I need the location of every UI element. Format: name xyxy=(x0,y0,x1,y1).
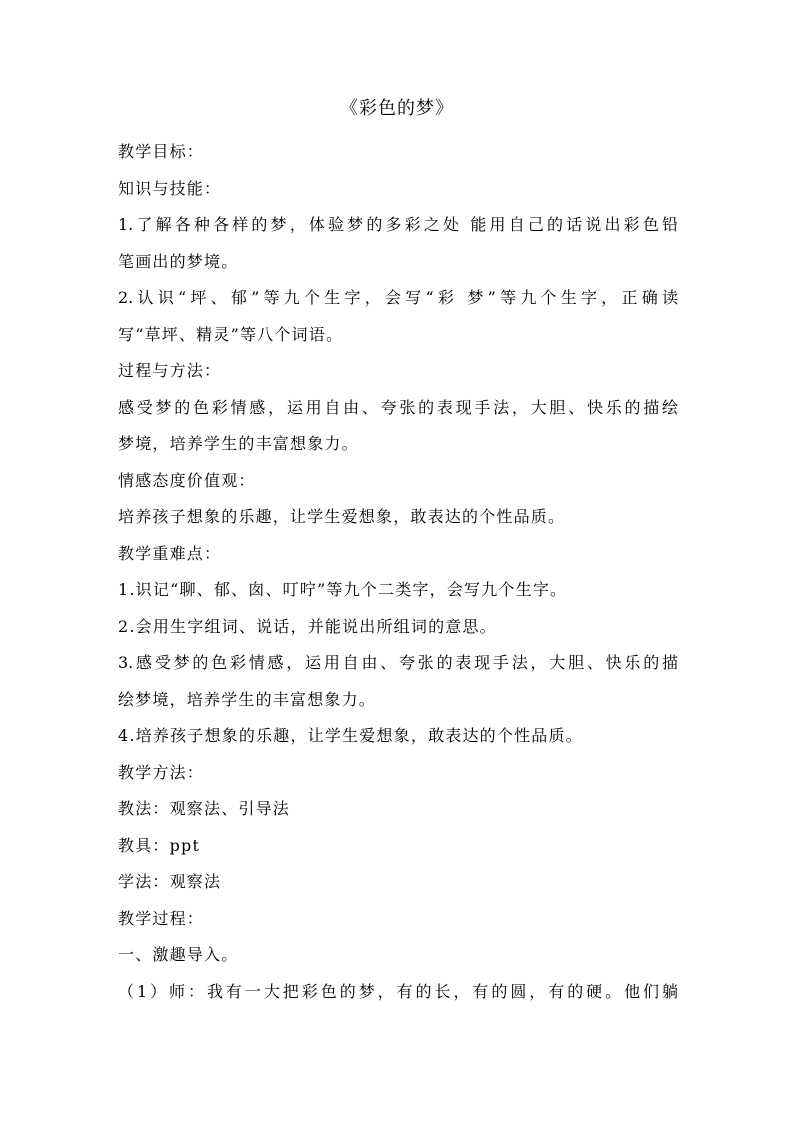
list-item: 2.会用生字组词、说话，并能说出所组词的意思。 xyxy=(118,616,497,636)
list-item: 1.识记“聊、郁、囱、叮咛”等九个二类字，会写九个生字。 xyxy=(118,580,568,599)
paragraph-line: 感受梦的色彩情感，运用自由、夸张的表现手法，大胆、快乐的描绘 xyxy=(118,397,678,417)
paragraph-line: 2.认识“坪、郁”等九个生字，会写“彩 梦”等九个生字，正确读 xyxy=(118,288,678,307)
method-learning: 学法：观察法 xyxy=(118,872,222,891)
method-tools: 教具：ppt xyxy=(118,835,201,855)
paragraph-line: 梦境，培养学生的丰富想象力。 xyxy=(118,434,359,453)
subheading-process-method: 过程与方法： xyxy=(118,361,222,380)
paragraph-line: 1.了解各种各样的梦，体验梦的多彩之处 能用自己的话说出彩色铅 xyxy=(118,215,678,234)
section-heading-process: 教学过程： xyxy=(118,908,205,928)
method-teaching: 教法：观察法、引导法 xyxy=(118,799,291,818)
section-heading-methods: 教学方法： xyxy=(118,762,205,782)
document-title: 《彩色的梦》 xyxy=(340,98,454,119)
paragraph-line: 笔画出的梦境。 xyxy=(118,251,239,271)
list-item: 3.感受梦的色彩情感，运用自由、夸张的表现手法，大胆、快乐的描 xyxy=(118,653,678,672)
paragraph-line: （1）师：我有一大把彩色的梦，有的长，有的圆，有的硬。他们躺 xyxy=(118,981,678,1001)
paragraph-line: 写“草坪、精灵”等八个词语。 xyxy=(118,324,344,344)
document-body xyxy=(118,139,678,1015)
paragraph-line: 培养孩子想象的乐趣，让学生爱想象，敢表达的个性品质。 xyxy=(118,507,566,526)
process-step-heading: 一、激趣导入。 xyxy=(118,945,239,964)
section-heading-key-points: 教学重难点： xyxy=(118,543,222,563)
subheading-values: 情感态度价值观： xyxy=(118,470,256,490)
list-item: 4.培养孩子想象的乐趣，让学生爱想象，敢表达的个性品质。 xyxy=(118,726,583,745)
subheading-knowledge-skills: 知识与技能： xyxy=(118,178,222,198)
list-item-continuation: 绘梦境，培养学生的丰富想象力。 xyxy=(118,689,377,709)
section-heading-objectives: 教学目标： xyxy=(118,142,205,161)
